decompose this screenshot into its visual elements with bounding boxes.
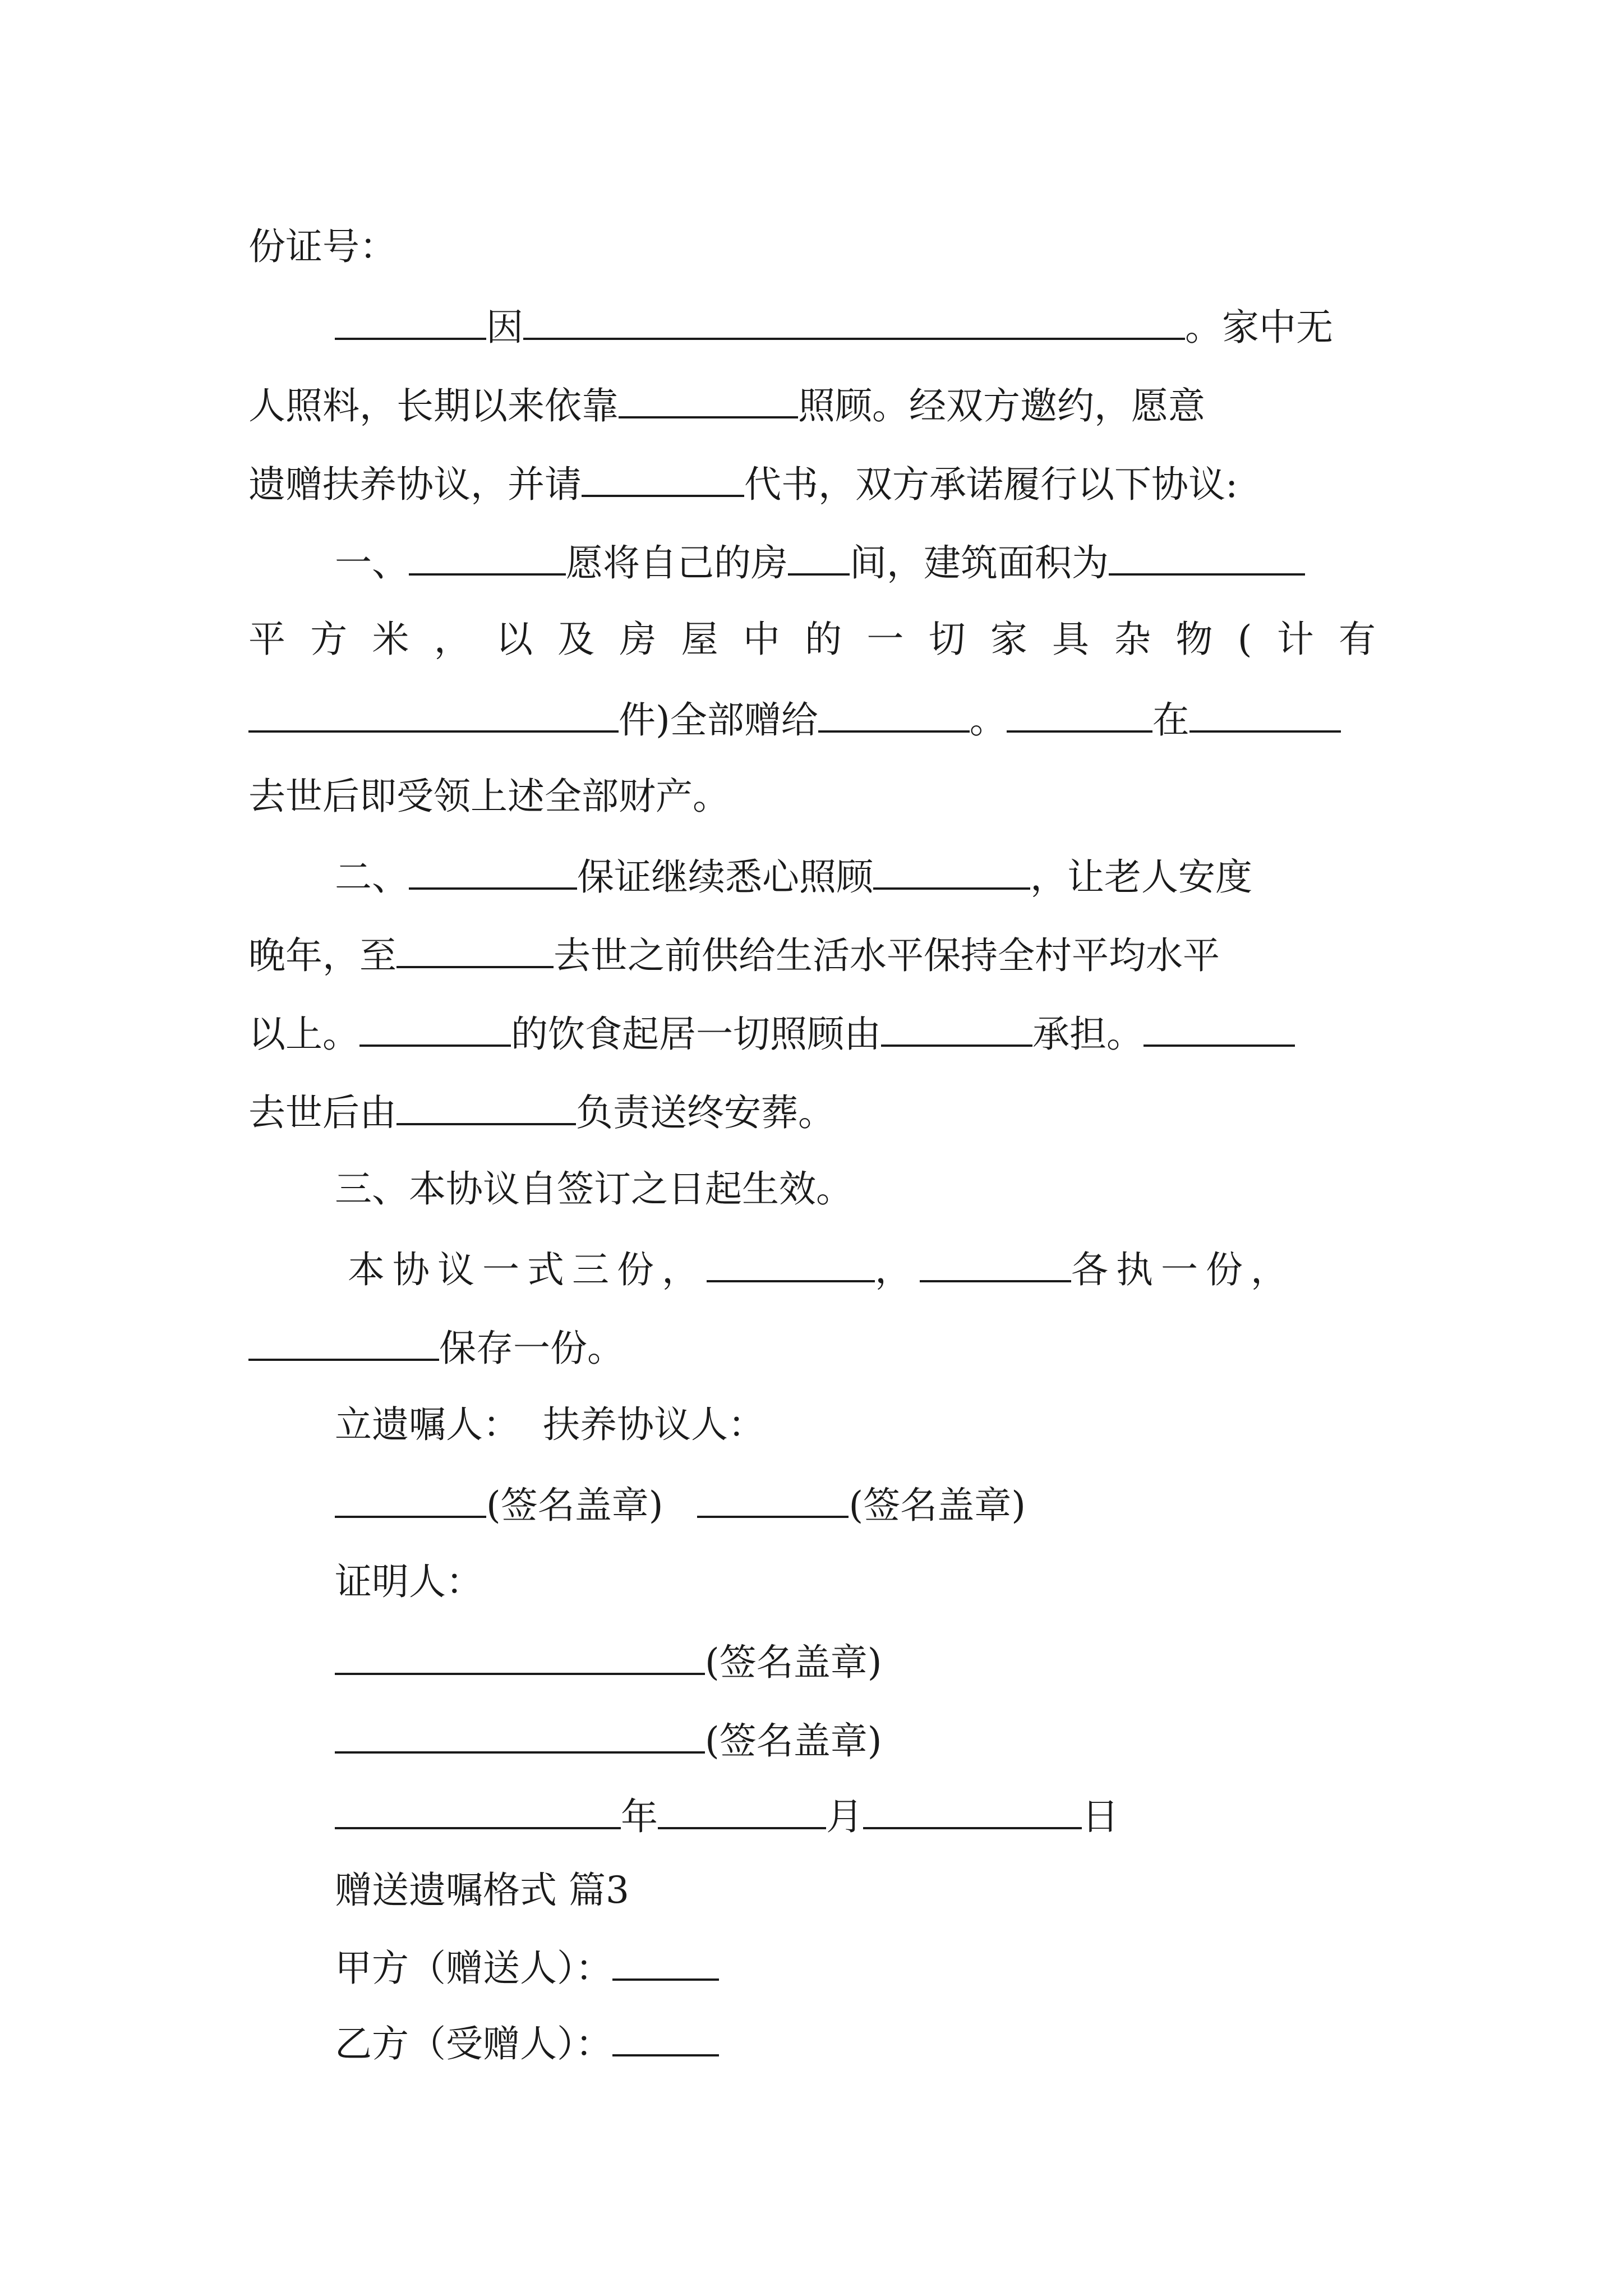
blank-field[interactable] [582,460,744,497]
party-a-label: 甲方（赠送人）： [335,1947,612,1990]
blank-field[interactable] [1144,1010,1295,1047]
blank-field[interactable] [523,303,1185,340]
text-line-3: 人照料，长期以来依靠 照顾。经双方邀约，愿意 [248,381,1205,429]
blank-field[interactable] [619,381,798,418]
text-line-15: 保存一份。 [248,1324,624,1371]
signature-labels [335,1402,765,1447]
blank-field[interactable] [396,931,554,968]
blank-field[interactable] [788,539,850,576]
blank-field[interactable] [1189,696,1341,733]
party-b-label: 乙方（受赠人）： [335,2022,612,2065]
signature-field[interactable] [697,1481,849,1518]
text-line-13: 三、本协议自签订之日起生效。 [335,1167,853,1211]
blank-field[interactable] [248,1324,439,1361]
text-line-8: 去世后即受领上述全部财产。 [248,775,730,818]
blank-field[interactable] [707,1245,875,1282]
witness-label-line [335,1559,483,1604]
text-line-9: 二、 保证继续悉心照顾 ，让老人安度 [335,853,1252,900]
signature-field[interactable] [335,1481,486,1518]
signature-field[interactable] [335,1638,705,1675]
year-field[interactable] [335,1792,621,1829]
day-field[interactable] [863,1792,1082,1829]
signature-line-1: (签名盖章) (签名盖章) [335,1481,1026,1528]
party-b-line [335,2019,719,2067]
blank-field[interactable] [396,1088,576,1125]
witness-signature-2: (签名盖章) [335,1717,882,1764]
text-line-5: 一、 愿将自己的房 间，建筑面积为 [335,539,1305,586]
text-line-11: 以上。 的饮食起居一切照顾由 承担。 [248,1010,1295,1057]
party-b-field[interactable] [612,2019,719,2056]
testator-label: 立遗嘱人： [335,1403,520,1446]
text-line-14: 本协议一式三份， ， 各执一份， [348,1245,1295,1292]
party-a-field[interactable] [612,1944,719,1981]
signature-field[interactable] [335,1717,705,1754]
blank-field[interactable] [920,1245,1071,1282]
blank-field[interactable] [409,853,577,890]
blank-field[interactable] [359,1010,511,1047]
text-line-7: 件)全部赠给 。 在 [248,696,1341,743]
witness-signature-1: (签名盖章) [335,1638,882,1685]
id-number-label: 份证号： [248,225,396,268]
blank-field[interactable] [335,303,486,340]
text-line-4: 遗赠扶养协议，并请 代书，双方承诺履行以下协议: [248,460,1238,507]
text-line-6: 平 方 米 ， 以 及 房 屋 中 的 一 切 家 具 杂 物 ( 计 有 [248,618,1376,661]
witness-label: 证明人： [335,1560,483,1603]
blank-field[interactable] [409,539,566,576]
month-field[interactable] [658,1792,826,1829]
blank-field[interactable] [881,1010,1032,1047]
text-line-12: 去世后由 负责送终安葬。 [248,1088,835,1135]
text-line-10: 晚年，至 去世之前供给生活水平保持全村平均水平 [248,931,1220,978]
party-a-line [335,1944,719,1991]
blank-field[interactable] [1007,696,1152,733]
date-line: 年 月 日 [335,1792,1119,1839]
blank-field[interactable] [1109,539,1305,576]
blank-field[interactable] [873,853,1030,890]
blank-field[interactable] [248,696,619,733]
section-heading: 赠送遗嘱格式 篇3 [335,1869,629,1912]
text-line-2: 因 。家中无 [335,303,1333,350]
blank-field[interactable] [818,696,970,733]
text-line-1 [248,224,396,269]
supporter-label: 扶养协议人： [542,1403,765,1446]
